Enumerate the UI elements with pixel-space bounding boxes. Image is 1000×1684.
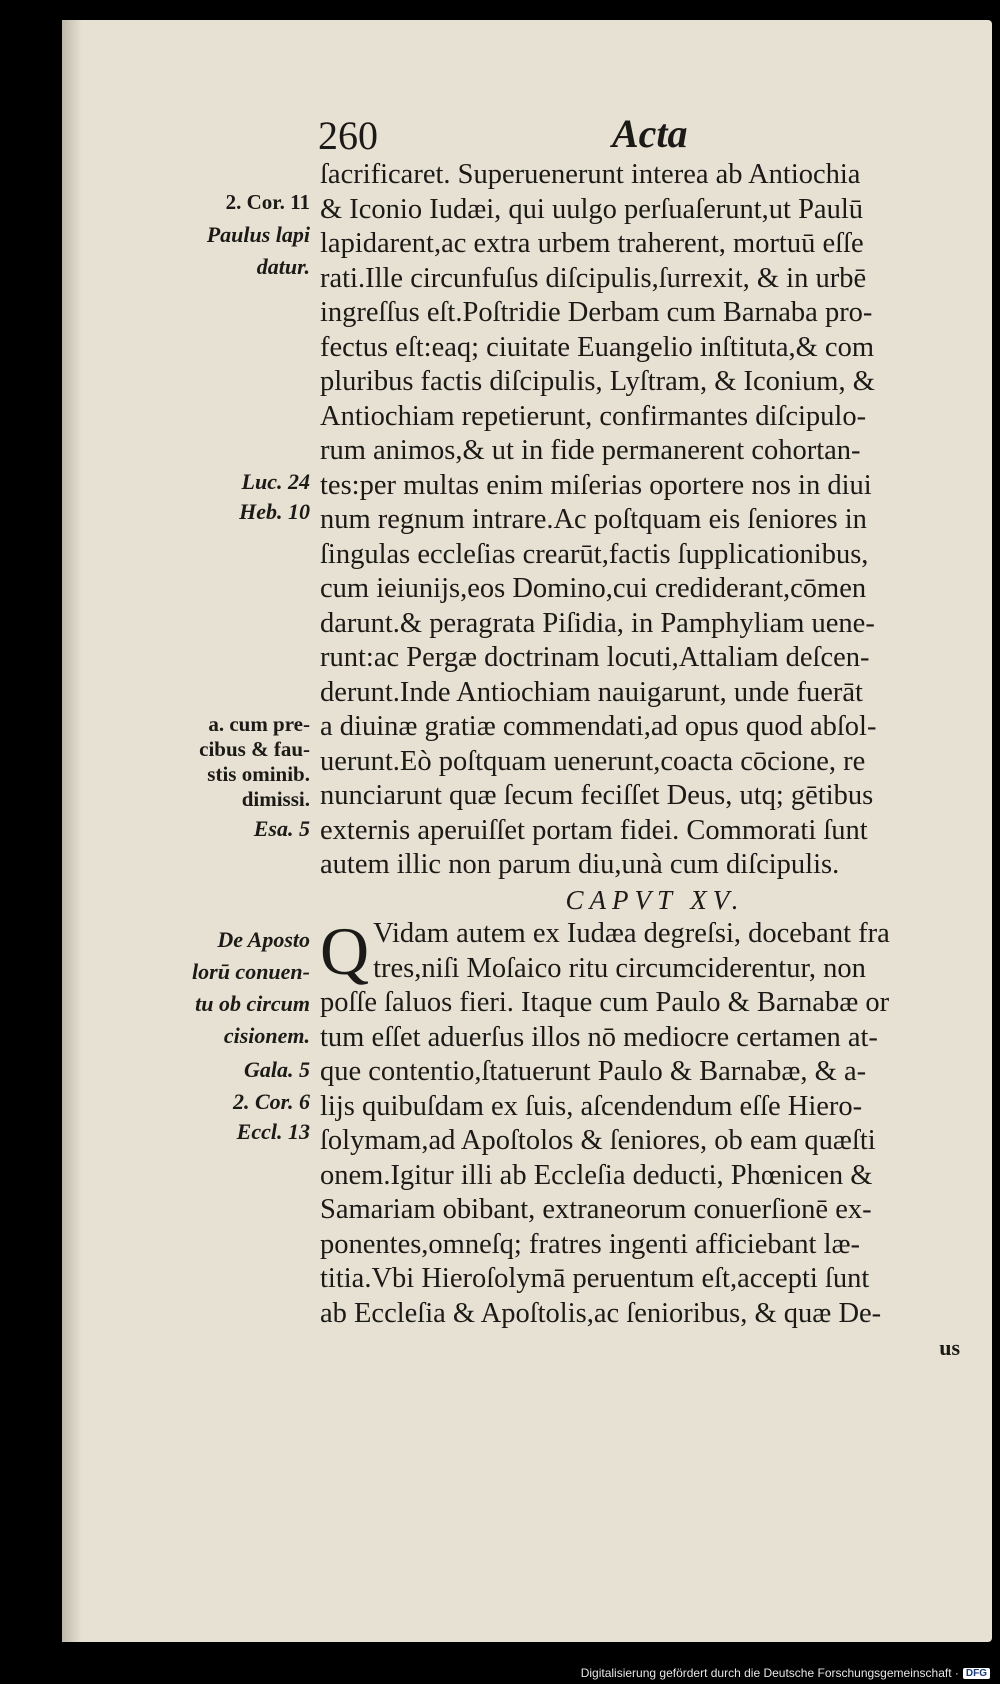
- page-number: 260: [318, 113, 378, 158]
- text-line: ſolymam,ad Apoſtolos & ſeniores, ob eam quæſti: [320, 1125, 876, 1156]
- margin-note: cisionem.: [223, 1023, 310, 1048]
- text-line: Vidam autem ex Iudæa degreſsi, docebant fra: [373, 918, 890, 949]
- margin-note: 2. Cor. 11: [225, 190, 310, 214]
- text-line: rum animos,& ut in fide permanerent cohortan-: [320, 435, 861, 466]
- text-line: tum eſſet aduerſus illos nō mediocre certamen at-: [320, 1021, 878, 1053]
- text-line: onem.Igitur illi ab Eccleſia deducti, Phœnicen &: [320, 1159, 873, 1191]
- text-line: Antiochiam repetierunt, confirmantes diſcipulo-: [320, 400, 867, 432]
- text-line: ab Eccleſia & Apoſtolis,ac ſenioribus, & quæ De-: [320, 1297, 882, 1329]
- text-line: externis aperuiſſet portam fidei. Commorati ſunt: [320, 814, 868, 846]
- running-head: Acta: [612, 111, 688, 156]
- text-line: pluribus factis diſcipulis, Lyſtram, & Iconium, &: [320, 366, 875, 397]
- dfg-logo: DFG: [963, 1668, 990, 1679]
- text-line: que contentio,ſtatuerunt Paulo & Barnabæ, & a-: [320, 1056, 867, 1087]
- text-line: nunciarunt quæ ſecum feciſſet Deus, utq; gētibus: [320, 780, 874, 811]
- credit-text: Digitalisierung gefördert durch die Deutsche Forschungsgemeinschaft ·: [580, 1666, 959, 1680]
- text-line: a diuinæ gratiæ commendati,ad opus quod abſol-: [320, 711, 877, 742]
- text-line: & Iconio Iudæi, qui uulgo perſuaſerunt,ut Paulū: [320, 193, 864, 225]
- digitization-credit: [581, 1666, 990, 1680]
- text-line: darunt.& peragrata Piſidia, in Pamphyliam uene-: [320, 607, 875, 639]
- catchword: us: [939, 1335, 960, 1360]
- text-line: ſacrificaret. Superuenerunt interea ab Antiochia: [320, 159, 861, 190]
- text-line: lijs quibuſdam ex ſuis, aſcendendum eſſe Hiero-: [320, 1090, 863, 1122]
- chapter-heading: CAPVT XV.: [565, 884, 745, 915]
- margin-note: Eccl. 13: [236, 1119, 310, 1144]
- margin-note: Esa. 5: [253, 816, 310, 841]
- margin-note: Heb. 10: [239, 499, 310, 524]
- text-line: derunt.Inde Antiochiam nauigarunt, unde fuerāt: [320, 676, 863, 708]
- text-line: fectus eſt:eaq; ciuitate Euangelio inſtituta,& com: [320, 331, 874, 363]
- margin-note: cibus & fau-: [199, 737, 310, 761]
- text-line: rati.Ille circunfuſus diſcipulis,ſurrexit, & in urbē: [320, 262, 867, 294]
- margin-note: De Aposto: [217, 927, 310, 952]
- text-line: lapidarent,ac extra urbem traherent, mortuū eſſe: [320, 228, 864, 259]
- text-line: ſingulas eccleſias crearūt,factis ſupplicationibus,: [320, 538, 869, 570]
- body-text: [320, 158, 960, 1366]
- page-gutter-shadow: [62, 20, 82, 1642]
- margin-note: lorū conuen-: [192, 959, 310, 984]
- text-line: runt:ac Pergæ doctrinam locuti,Attaliam deſcen-: [320, 642, 870, 673]
- margin-note: tu ob circum: [195, 991, 310, 1016]
- text-line: uerunt.Eò poſtquam uenerunt,coacta cōcione, re: [320, 745, 866, 777]
- paragraph-chapter-15-start: [320, 913, 960, 1331]
- margin-note: Paulus lapi: [206, 222, 310, 247]
- margin-note: stis ominib.: [207, 762, 310, 786]
- paragraph-chapter-14-end: [320, 158, 960, 883]
- margin-note: dimissi.: [241, 787, 310, 811]
- text-line: cum ieiunijs,eos Domino,cui crediderant,cōmen: [320, 573, 867, 604]
- margin-note: 2. Cor. 6: [232, 1089, 310, 1114]
- drop-cap: Q: [320, 913, 370, 989]
- text-line: ponentes,omneſq; fratres ingenti afficiebant læ-: [320, 1228, 861, 1260]
- text-line: autem illic non parum diu,unà cum diſcipulis.: [320, 849, 840, 880]
- text-line: ingreſſus eſt.Poſtridie Derbam cum Barnaba pro-: [320, 297, 873, 328]
- margin-note: datur.: [256, 254, 310, 279]
- text-line: poſſe ſaluos fieri. Itaque cum Paulo & Barnabæ or: [320, 987, 890, 1018]
- text-line: Samariam obibant, extraneorum conuerſionē ex-: [320, 1194, 872, 1225]
- margin-note: Luc. 24: [241, 469, 310, 494]
- text-line: tres,niſi Moſaico ritu circumciderentur, non: [373, 952, 866, 984]
- text-line: num regnum intrare.Ac poſtquam eis ſeniores in: [320, 504, 867, 535]
- text-line: tes:per multas enim miſerias oportere nos in diui: [320, 469, 872, 501]
- margin-note: a. cum pre-: [208, 712, 310, 736]
- text-line: titia.Vbi Hieroſolymā peruentum eſt,accepti ſunt: [320, 1263, 870, 1294]
- margin-note: Gala. 5: [244, 1057, 310, 1082]
